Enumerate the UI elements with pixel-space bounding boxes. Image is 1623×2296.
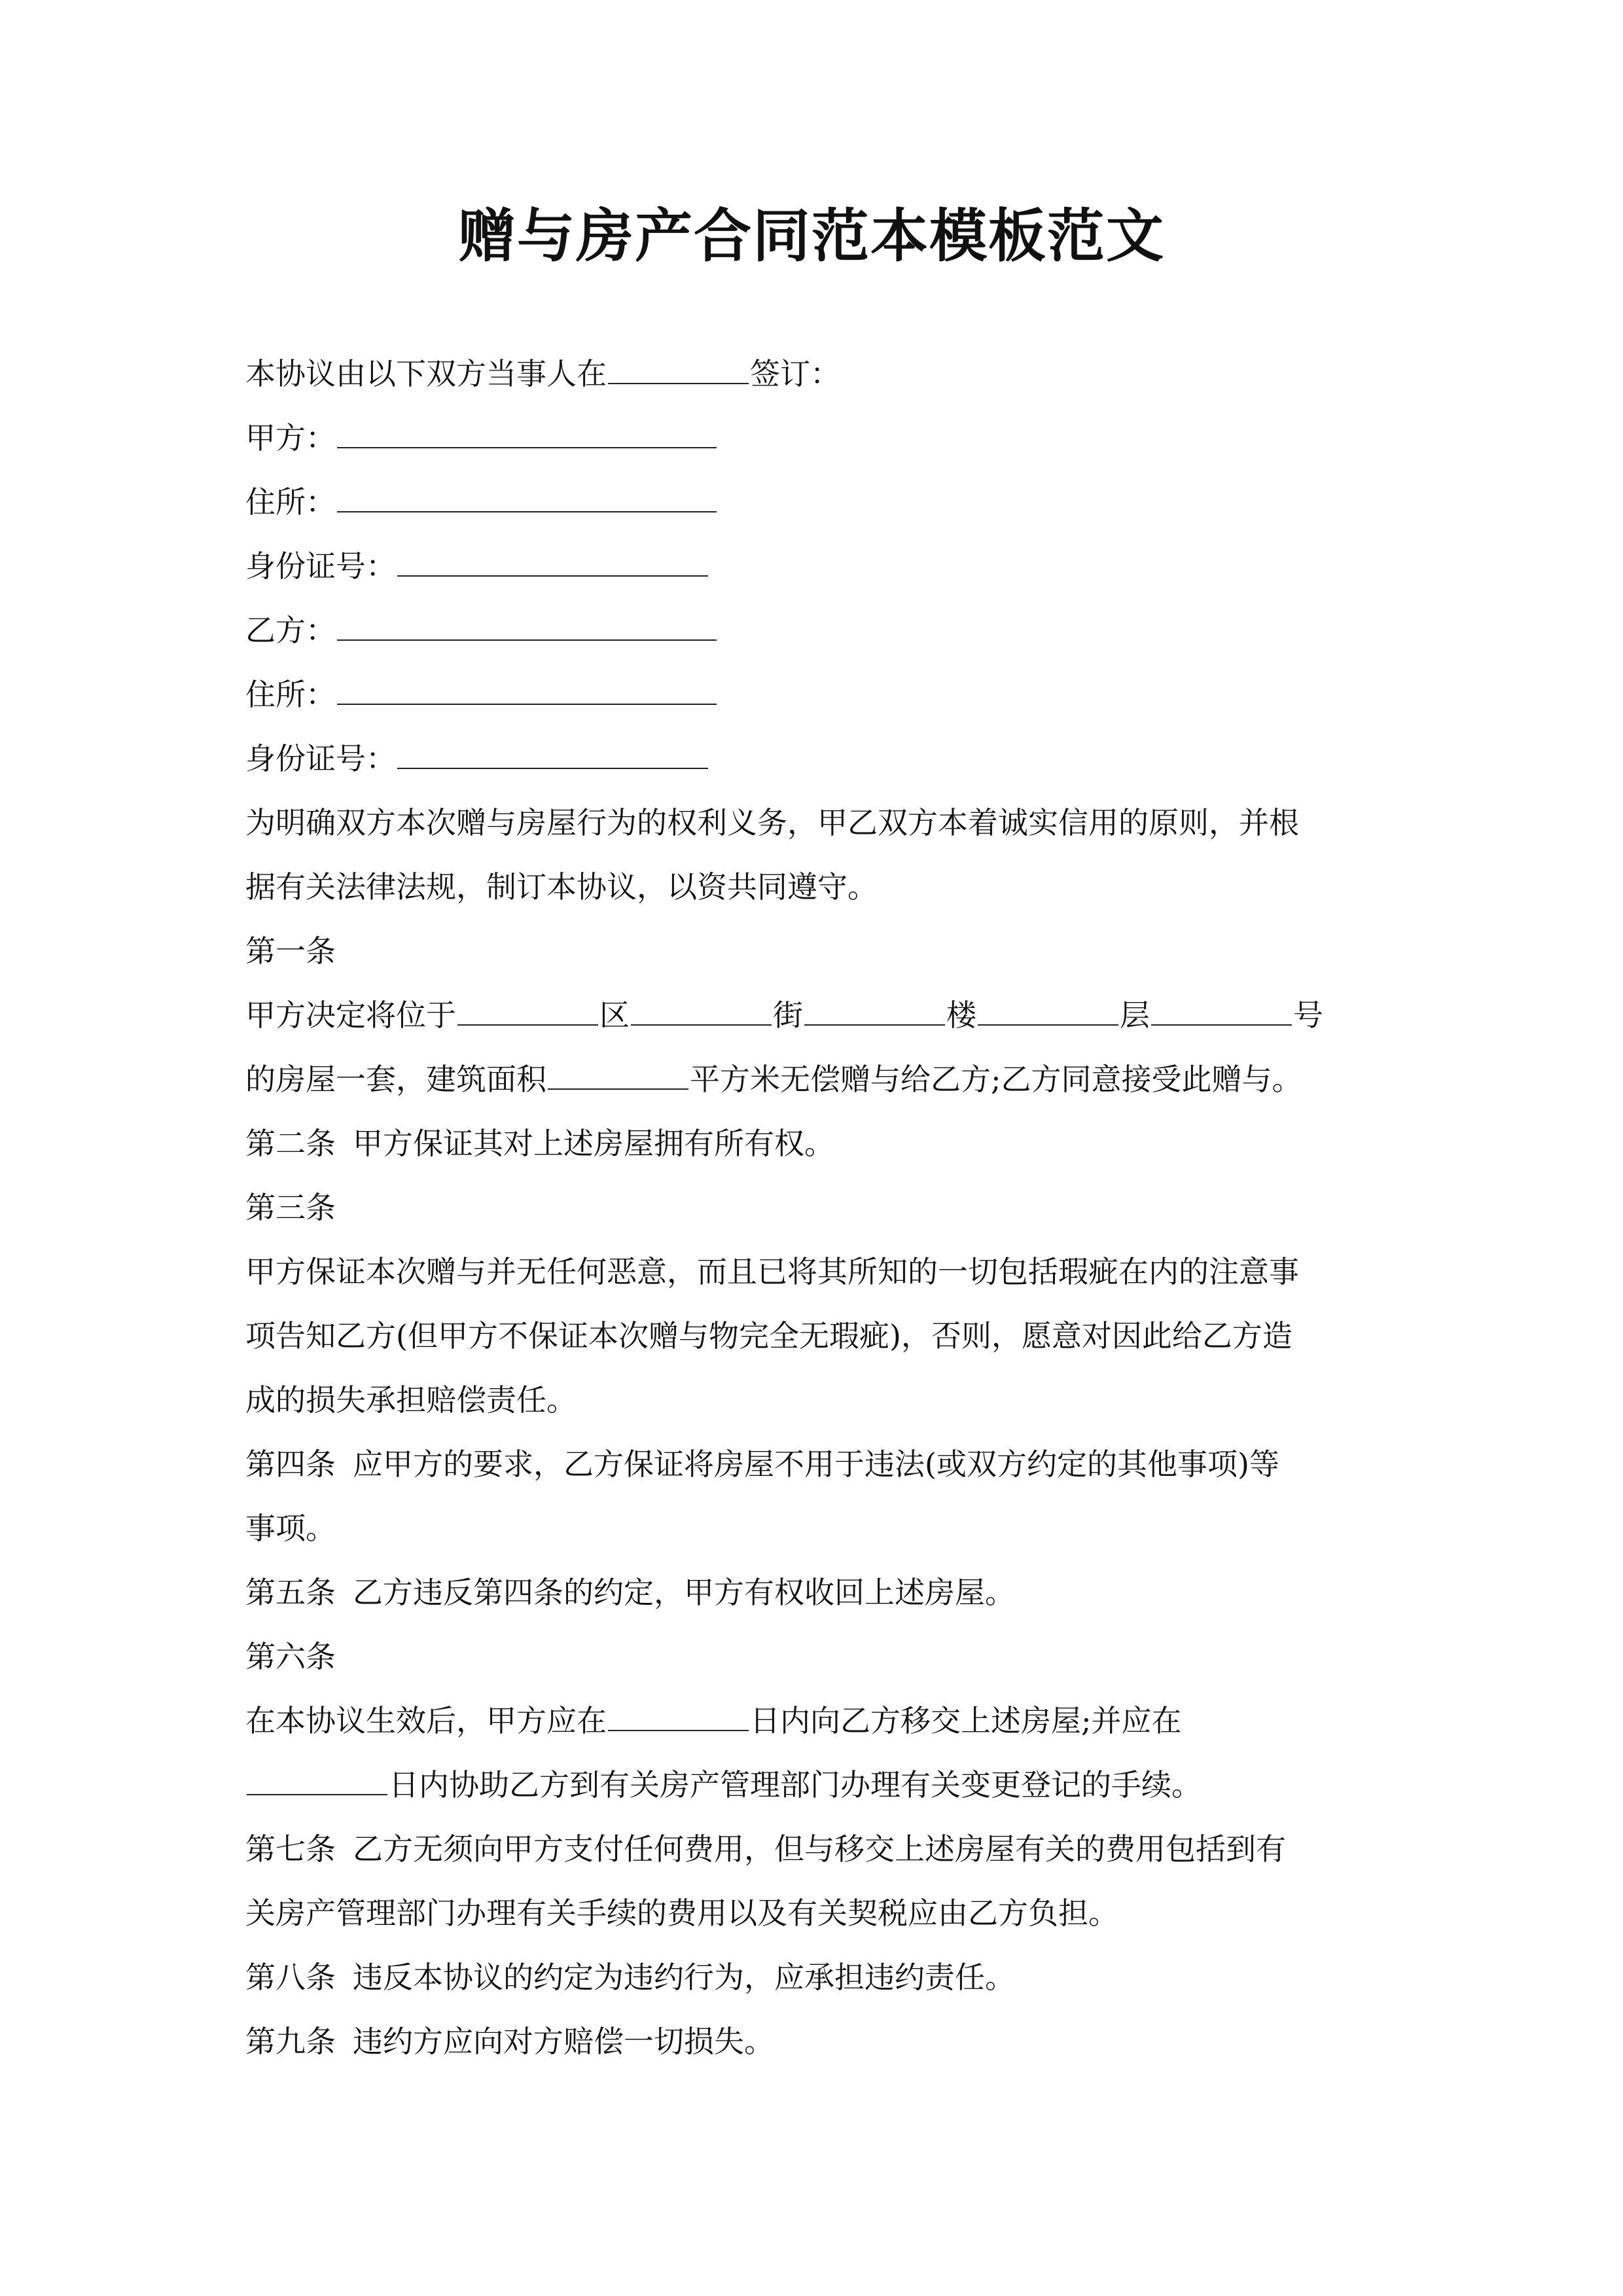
article-2-text: 甲方保证其对上述房屋拥有所有权。 bbox=[353, 1126, 834, 1161]
party-b-address-blank[interactable] bbox=[337, 679, 717, 705]
article-1-text-a: 甲方决定将位于 bbox=[245, 997, 456, 1033]
article-4-text: 应甲方的要求，乙方保证将房屋不用于违法(或双方约定的其他事项)等 bbox=[353, 1446, 1279, 1482]
article-3-line-3: 成的损失承担赔偿责任。 bbox=[245, 1382, 577, 1418]
street-blank[interactable] bbox=[804, 999, 945, 1026]
preamble-line-2: 据有关法律法规，制订本协议，以资共同遵守。 bbox=[245, 869, 878, 905]
article-2 bbox=[245, 1111, 1387, 1175]
article-1-line-1 bbox=[245, 983, 1387, 1047]
party-b-line bbox=[245, 598, 1387, 662]
article-9 bbox=[245, 2009, 1387, 2073]
article-7-line-2: 关房产管理部门办理有关手续的费用以及有关契税应由乙方负担。 bbox=[245, 1895, 1118, 1931]
party-a-line bbox=[245, 406, 1387, 470]
district-label: 区 bbox=[599, 997, 630, 1033]
floor-area-blank[interactable] bbox=[548, 1064, 688, 1090]
article-6-text-b: 日内向乙方移交上述房屋;并应在 bbox=[750, 1703, 1182, 1738]
building-label: 楼 bbox=[946, 997, 976, 1033]
floor-label: 层 bbox=[1120, 997, 1150, 1033]
article-8 bbox=[245, 1945, 1387, 2009]
article-5 bbox=[245, 1560, 1387, 1624]
party-b-address-label: 住所： bbox=[245, 677, 336, 712]
party-a-address-blank[interactable] bbox=[337, 486, 717, 512]
signing-place-blank[interactable] bbox=[608, 358, 749, 384]
document-title: 赠与房产合同范本模板范文 bbox=[457, 202, 1165, 270]
handover-days-blank[interactable] bbox=[608, 1705, 749, 1731]
article-5-title: 第五条 bbox=[245, 1575, 336, 1610]
party-b-address-line bbox=[245, 662, 1387, 726]
party-a-address-line bbox=[245, 470, 1387, 534]
article-4-title: 第四条 bbox=[245, 1446, 336, 1482]
building-blank[interactable] bbox=[978, 999, 1118, 1026]
party-a-address-label: 住所： bbox=[245, 484, 336, 520]
street-label: 街 bbox=[773, 997, 803, 1033]
floor-blank[interactable] bbox=[1151, 999, 1292, 1026]
article-4-line-2: 事项。 bbox=[245, 1511, 336, 1546]
article-9-title: 第九条 bbox=[245, 2024, 336, 2059]
article-7-line-1 bbox=[245, 1817, 1387, 1881]
article-3-line-2: 项告知乙方(但甲方不保证本次赠与物完全无瑕疵)，否则，愿意对因此给乙方造 bbox=[245, 1318, 1293, 1354]
article-6-text-c: 日内协助乙方到有关房产管理部门办理有关变更登记的手续。 bbox=[389, 1767, 1202, 1803]
article-8-title: 第八条 bbox=[245, 1960, 336, 1995]
article-1-line-2 bbox=[245, 1047, 1387, 1111]
district-blank[interactable] bbox=[631, 999, 772, 1026]
article-1-text-c: 平方米无偿赠与给乙方;乙方同意接受此赠与。 bbox=[690, 1062, 1302, 1097]
article-4-line-1 bbox=[245, 1432, 1387, 1496]
number-label: 号 bbox=[1293, 997, 1323, 1033]
article-5-text: 乙方违反第四条的约定，甲方有权收回上述房屋。 bbox=[353, 1575, 1015, 1610]
location-city-blank[interactable] bbox=[457, 999, 598, 1026]
article-6-line-1 bbox=[245, 1689, 1387, 1753]
registration-days-blank[interactable] bbox=[247, 1769, 387, 1795]
party-b-name-blank[interactable] bbox=[337, 615, 717, 641]
party-b-label: 乙方： bbox=[245, 613, 336, 648]
party-a-name-blank[interactable] bbox=[337, 422, 717, 448]
article-7-text: 乙方无须向甲方支付任何费用，但与移交上述房屋有关的费用包括到有 bbox=[353, 1831, 1286, 1867]
article-6-line-2 bbox=[245, 1753, 1387, 1817]
party-b-id-line bbox=[245, 726, 1387, 791]
article-8-text: 违反本协议的约定为违约行为，应承担违约责任。 bbox=[353, 1960, 1015, 1995]
article-6-text-a: 在本协议生效后，甲方应在 bbox=[245, 1703, 607, 1738]
article-6-title: 第六条 bbox=[245, 1639, 336, 1674]
article-7-title: 第七条 bbox=[245, 1831, 336, 1867]
preamble-line-1: 为明确双方本次赠与房屋行为的权利义务，甲乙双方本着诚实信用的原则，并根 bbox=[245, 805, 1299, 840]
article-1-title: 第一条 bbox=[245, 933, 336, 969]
intro-text: 本协议由以下双方当事人在 bbox=[245, 356, 607, 391]
party-a-label: 甲方： bbox=[245, 420, 336, 456]
intro-line bbox=[245, 342, 1387, 406]
party-a-id-blank[interactable] bbox=[397, 550, 708, 577]
party-a-id-label: 身份证号： bbox=[245, 548, 396, 584]
party-b-id-label: 身份证号： bbox=[245, 741, 396, 776]
party-b-id-blank[interactable] bbox=[397, 743, 708, 769]
article-1-text-b: 的房屋一套，建筑面积 bbox=[245, 1062, 546, 1097]
intro-suffix: 签订： bbox=[750, 356, 840, 391]
article-9-text: 违约方应向对方赔偿一切损失。 bbox=[353, 2024, 774, 2059]
party-a-id-line bbox=[245, 534, 1387, 598]
document-body bbox=[245, 342, 1387, 2073]
article-3-line-1: 甲方保证本次赠与并无任何恶意，而且已将其所知的一切包括瑕疵在内的注意事 bbox=[245, 1254, 1299, 1289]
article-3-title: 第三条 bbox=[245, 1190, 336, 1225]
article-2-title: 第二条 bbox=[245, 1126, 336, 1161]
